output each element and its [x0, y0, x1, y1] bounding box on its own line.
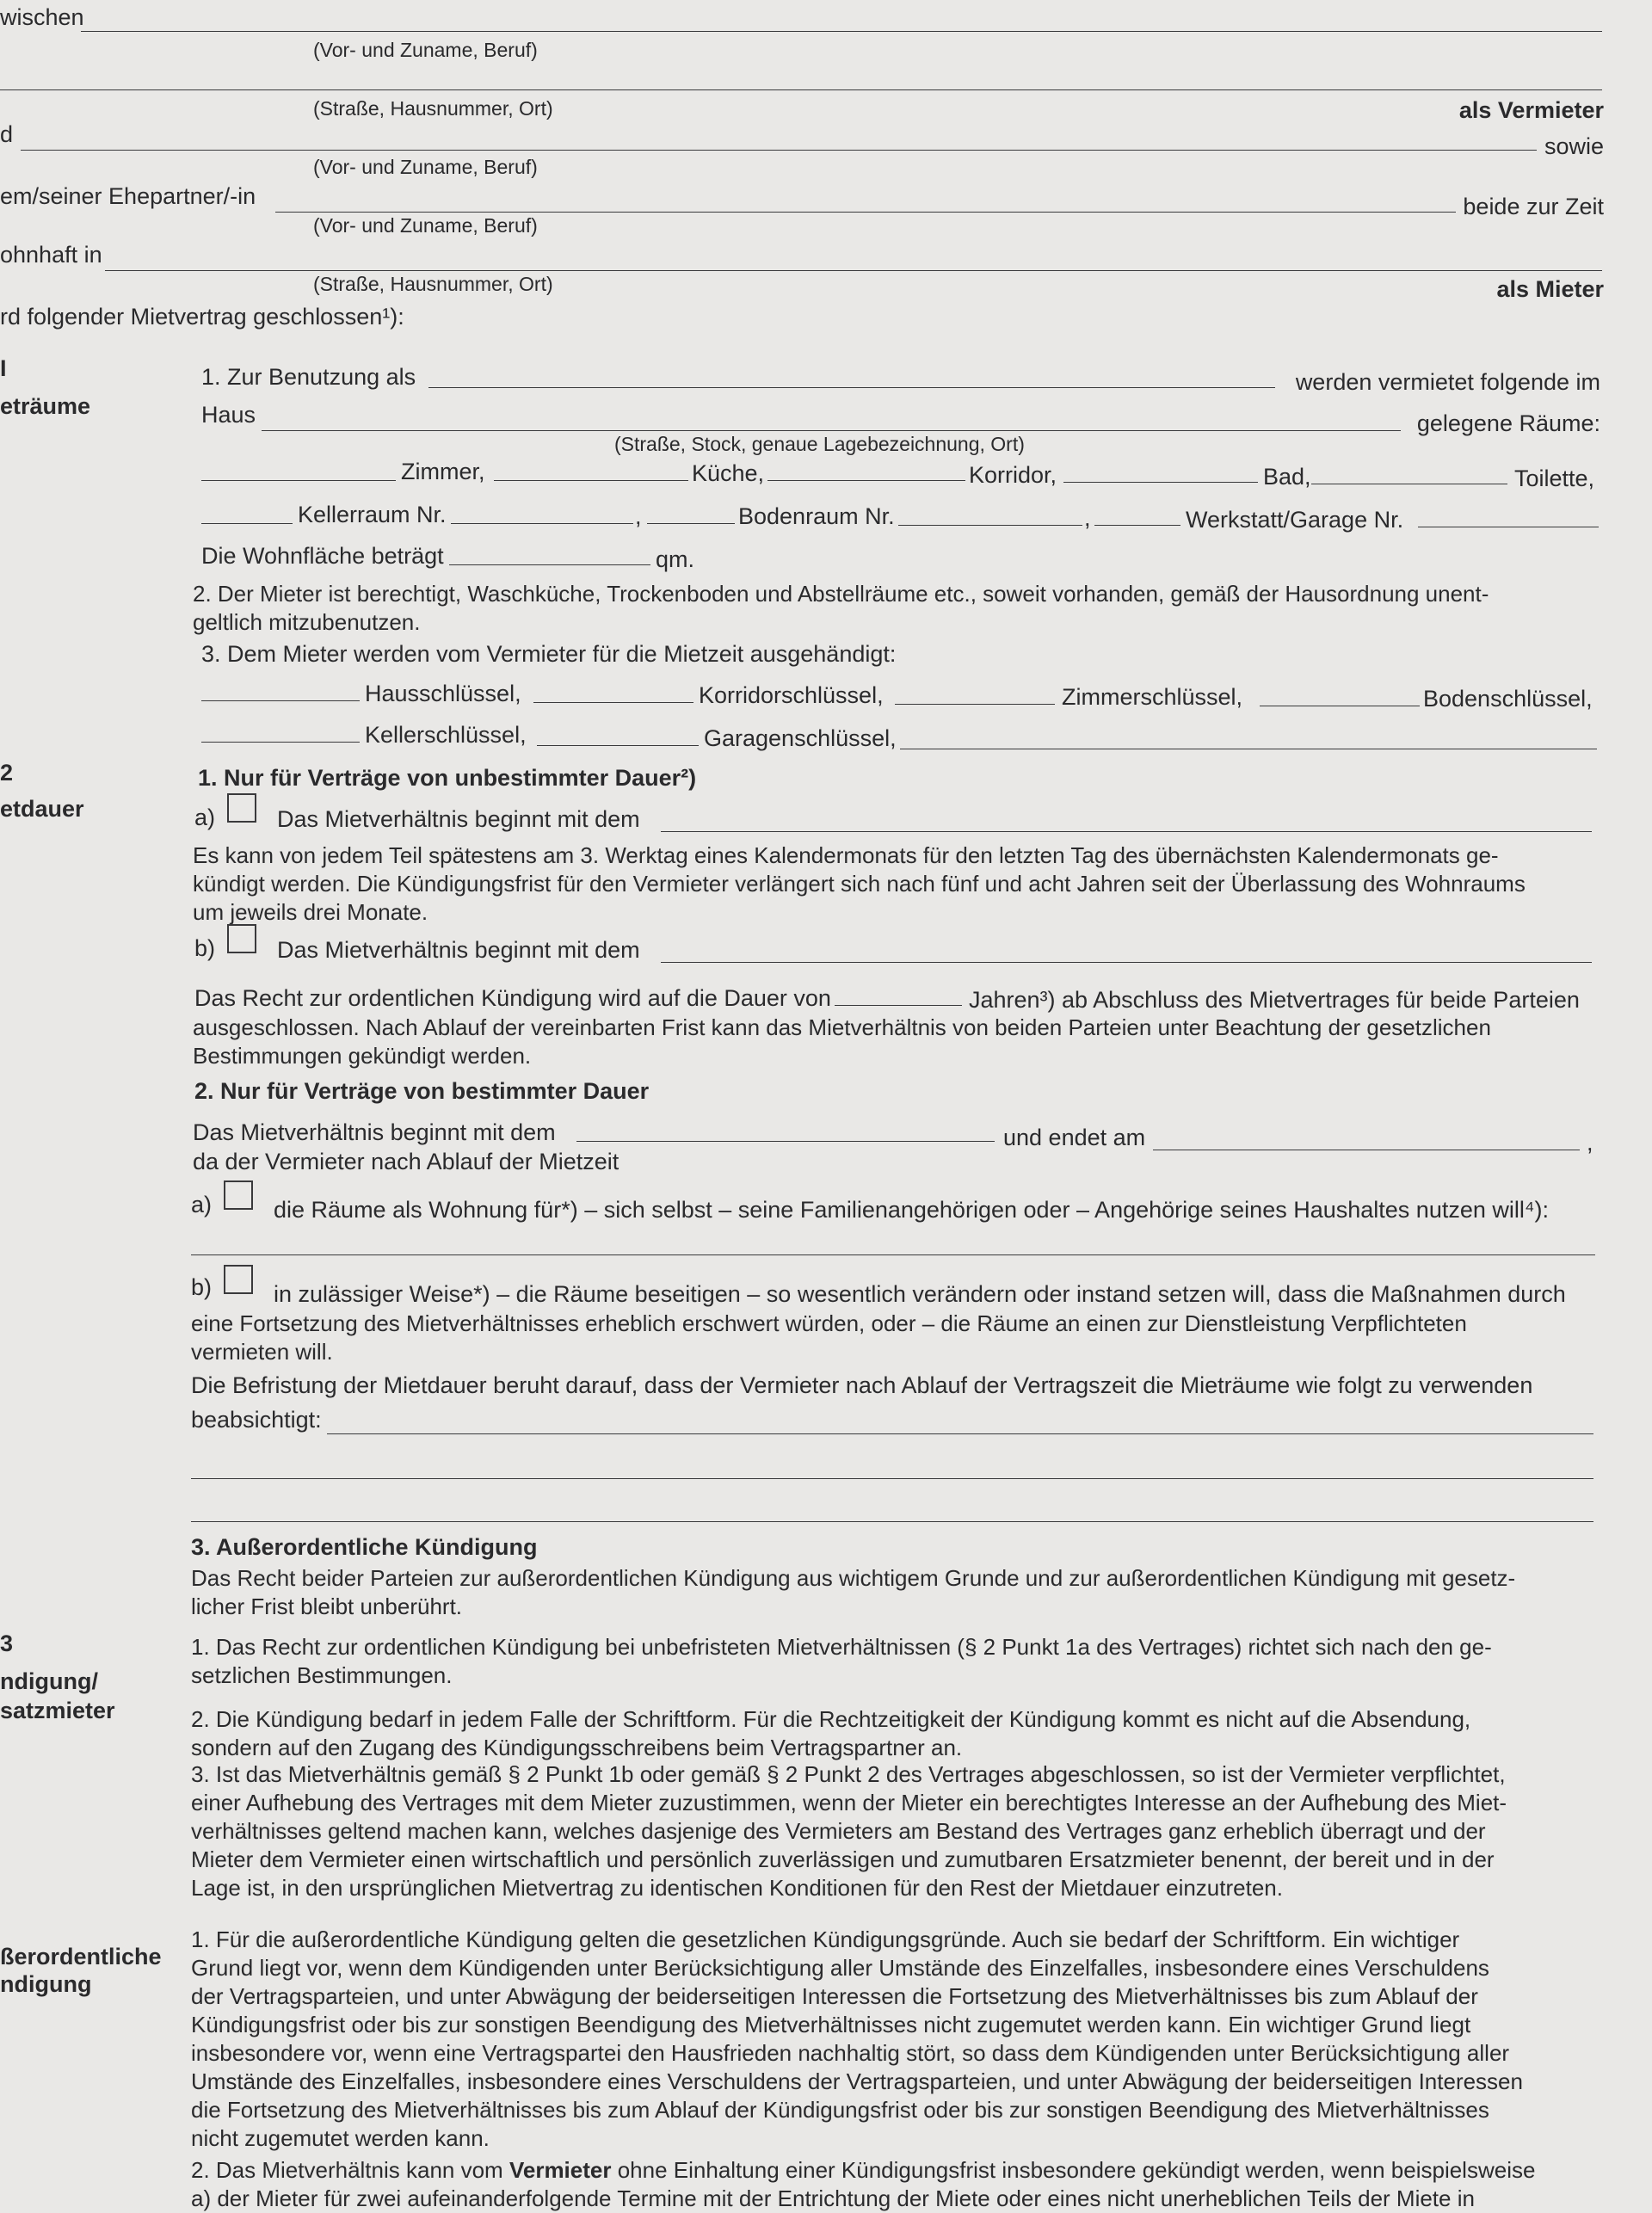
befristung-option-b-label: b)	[191, 1274, 213, 1300]
vertrag-geschlossen: rd folgender Mietvertrag geschlossen¹):	[0, 304, 404, 330]
section-1-title: eträume	[0, 393, 91, 419]
verwendung-line-1[interactable]	[327, 1433, 1593, 1434]
vermietet-label: werden vermietet folgende im	[1295, 369, 1600, 395]
option-a-checkbox[interactable]	[227, 793, 256, 823]
beginn-date-line[interactable]	[576, 1141, 995, 1142]
section-3-title-line2: satzmieter	[0, 1698, 115, 1723]
da-vermieter-label: da der Vermieter nach Ablauf der Mietzeit	[193, 1149, 620, 1174]
section-1-number: I	[0, 355, 7, 381]
mieter-name-line[interactable]	[21, 150, 1537, 151]
section-4-title-line2: ndigung	[0, 1971, 92, 1997]
option-b-label: b)	[194, 935, 216, 961]
befristung-option-b-paragraph: eine Fortsetzung des Mietverhältnisses erheblich erschwert würden, oder – die Räume an einen zur Dienstleistung Verpflichteten vermieten will.	[191, 1310, 1467, 1365]
kellerraum-nr-line[interactable]	[451, 523, 633, 524]
kuendigung-paragraph-1: 1. Das Recht zur ordentlichen Kündigung bei unbefristeten Mietverhältnissen (§ 2 Punkt 1a des Vertrages) richtet sich nach den ge- setzlichen Bestimmungen.	[191, 1634, 1492, 1688]
kellerschluessel-label: Kellerschlüssel,	[365, 722, 527, 748]
qm-label: qm.	[656, 546, 695, 572]
korridor-label: Korridor,	[969, 462, 1057, 488]
garagenschluessel-label: Garagenschlüssel,	[704, 725, 897, 751]
zimmer-label: Zimmer,	[401, 459, 485, 484]
kellerraum-label: Kellerraum Nr.	[298, 502, 447, 527]
option-b-date-line[interactable]	[661, 962, 1592, 963]
zimmer-line[interactable]	[201, 480, 396, 481]
address-hint: (Straße, Hausnummer, Ort)	[313, 97, 553, 120]
option-b-text: Das Mietverhältnis beginnt mit dem	[277, 937, 640, 963]
als-mieter-label: als Mieter	[1496, 276, 1604, 302]
option-a-date-line[interactable]	[661, 831, 1592, 832]
ersatzmieter-paragraph: 3. Ist das Mietverhältnis gemäß § 2 Punkt 1b oder gemäß § 2 Punkt 2 des Vertrages abgeschlossen, so ist der Vermieter verpflichtet, einer Aufhebung des Vertrages mit dem Mieter zuzustimmen, wenn der Mieter ein berechtigtes Interesse an der Aufhebung des Miet- verhältnisses geltend machen kann, welches dasjenige des Vermieters am Bestand des Vertrages ganz erheblich überragt und der Mieter dem Vermieter einen wirtschaftlich und persönlich zuverlässigen und zumutbaren Ersatzmieter benennt, der bereit und in der Lage ist, in den ursprünglichen Mietvertrag zu identischen Konditionen für den Rest der Mietdauer einzutreten.	[191, 1761, 1507, 1901]
recht-text-b: Jahren³) ab Abschluss des Mietvertrages für beide Parteien	[969, 987, 1580, 1013]
beginnt-label: Das Mietverhältnis beginnt mit dem	[193, 1119, 556, 1145]
und-label: d	[0, 121, 14, 147]
korridor-line[interactable]	[767, 480, 965, 481]
vermieter-name-line[interactable]	[81, 31, 1602, 32]
sowie-label: sowie	[1544, 133, 1604, 159]
lage-hint: (Straße, Stock, genaue Lagebezeichnung, Ort)	[614, 433, 1025, 455]
zimmerschluessel-line[interactable]	[895, 704, 1055, 705]
korridorschluessel-label: Korridorschlüssel,	[699, 682, 884, 708]
wohnflaeche-line[interactable]	[449, 564, 650, 565]
wohnflaeche-label: Die Wohnfläche beträgt	[201, 543, 444, 569]
section-3-number: 3	[0, 1630, 14, 1656]
name-hint: (Vor- und Zuname, Beruf)	[313, 39, 538, 61]
befristung-option-a-label: a)	[191, 1192, 213, 1217]
beide-zur-zeit-label: beide zur Zeit	[1463, 194, 1604, 219]
option-a-label: a)	[194, 804, 216, 830]
beabsichtigt-label: beabsichtigt:	[191, 1407, 322, 1433]
vermieter-kuendigung-paragraph: 2. Das Mietverhältnis kann vom Vermieter ohne Einhaltung einer Kündigungsfrist insbesondere gekündigt werden, wenn beispielsweise a) der Mieter für zwei aufeinanderfolgende Termine mit der Entrichtung der Miete oder eines nicht unerheblichen Teils der Miete in	[191, 2157, 1536, 2211]
hausschluessel-line[interactable]	[201, 700, 360, 701]
verwendung-line-2[interactable]	[191, 1478, 1593, 1479]
befristung-option-b-checkbox[interactable]	[224, 1265, 253, 1294]
befristung-option-a-line[interactable]	[191, 1254, 1595, 1255]
zwischen-label: wischen	[0, 4, 84, 30]
ausserordentliche-kuendigung-paragraph: 1. Für die außerordentliche Kündigung gelten die gesetzlichen Kündigungsgründe. Auch sie bedarf der Schriftform. Ein wichtiger Grund liegt vor, wenn dem Kündigenden unter Berücksichtigung aller Umstände des Einzelfalles, insbesondere eines Verschuldens der Vertragsparteien, und unter Abwägung der beiderseitigen Interessen die Fortsetzung des Mietverhältnisses bis zum Ablauf der Kündigungsfrist oder bis zur sonstigen Beendigung des Mietverhältnisses nicht zugemutet werden kann. Ein wichtiger Grund liegt insbesondere vor, wenn eine Vertragspartei den Hausfrieden nachhaltig stört, so dass dem Kündigenden unter Berücksichtigung aller Umstände des Einzelfalles, insbesondere eines Verschuldens der Vertragsparteien, und unter Abwägung der beiderseitigen Interessen die Fortsetzung des Mietverhältnisses bis zum Ablauf der Kündigungsfrist oder bis zur sonstigen Beendigung des Mietverhältnisses nicht zugemutet werden kann.	[191, 1926, 1523, 2151]
kueche-line[interactable]	[494, 480, 688, 481]
ausserordentliche-paragraph: Das Recht beider Parteien zur außerordentlichen Kündigung aus wichtigem Grunde und zur außerordentlichen Kündigung mit gesetz- licher Frist bleibt unberührt.	[191, 1565, 1516, 1619]
option-a-paragraph: Es kann von jedem Teil spätestens am 3. Werktag eines Kalendermonats für den letzten Tag des übernächsten Kalendermonats ge- kündigt werden. Die Kündigungsfrist für den Vermieter verlängert sich nach fünf und acht Jahren seit der Überlassung des Wohnraums um jeweils drei Monate.	[193, 842, 1526, 925]
kueche-label: Küche,	[692, 460, 765, 486]
kellerschluessel-line[interactable]	[201, 742, 360, 743]
kuendigung-paragraph-2: 2. Die Kündigung bedarf in jedem Falle der Schriftform. Für die Rechtzeitigkeit der Kündigung kommt es nicht auf die Absendung, sondern auf den Zugang des Kündigungsschreibens beim Vertragspartner an.	[191, 1706, 1471, 1760]
address-hint: (Straße, Hausnummer, Ort)	[313, 273, 553, 295]
verwendung-line-3[interactable]	[191, 1521, 1593, 1522]
werkstatt-label: Werkstatt/Garage Nr.	[1186, 507, 1404, 533]
garagenschluessel-line[interactable]	[537, 745, 699, 746]
befristung-option-a-checkbox[interactable]	[224, 1180, 253, 1210]
befristung-option-b-line1: in zulässiger Weise*) – die Räume beseitigen – so wesentlich verändern oder instand setzen will, dass die Maßnahmen durch	[274, 1281, 1566, 1307]
name-hint: (Vor- und Zuname, Beruf)	[313, 214, 538, 237]
bodenraum-count-line[interactable]	[647, 523, 735, 524]
gelegene-label: gelegene Räume:	[1416, 410, 1600, 436]
als-vermieter-label: als Vermieter	[1458, 97, 1604, 123]
benutzung-label: 1. Zur Benutzung als	[201, 364, 416, 390]
schluessel-intro: 3. Dem Mieter werden vom Vermieter für die Mietzeit ausgehändigt:	[201, 641, 897, 667]
recht-paragraph: ausgeschlossen. Nach Ablauf der vereinbarten Frist kann das Mietverhältnis von beiden Parteien unter Beachtung der gesetzlichen Bestimmungen gekündigt werden.	[193, 1014, 1491, 1069]
option-b-checkbox[interactable]	[227, 924, 256, 953]
bad-label: Bad,	[1263, 464, 1311, 490]
unbestimmte-dauer-heading: 1. Nur für Verträge von unbestimmter Dauer²)	[198, 765, 697, 791]
bestimmte-dauer-heading: 2. Nur für Verträge von bestimmter Dauer	[194, 1078, 650, 1104]
korridorschluessel-line[interactable]	[533, 702, 693, 703]
hausschluessel-label: Hausschlüssel,	[365, 681, 521, 706]
vermieter-address-line[interactable]	[0, 89, 1602, 90]
recht-text-a: Das Recht zur ordentlichen Kündigung wird auf die Dauer von	[194, 985, 831, 1011]
option-a-text: Das Mietverhältnis beginnt mit dem	[277, 806, 640, 832]
jahre-line[interactable]	[835, 1005, 962, 1006]
bodenraum-label: Bodenraum Nr.	[738, 503, 895, 529]
section-2-number: 2	[0, 760, 14, 786]
comma: ,	[635, 503, 642, 529]
befristung-option-a-text: die Räume als Wohnung für*) – sich selbst – seine Familienangehörigen oder – Angehörige seines Haushaltes nutzen will⁴):	[274, 1197, 1549, 1223]
section-3-title-line1: ndigung/	[0, 1668, 98, 1694]
werkstatt-count-line[interactable]	[1094, 525, 1180, 526]
mitbenutzung-paragraph: 2. Der Mieter ist berechtigt, Waschküche, Trockenboden und Abstellräume etc., soweit vorhanden, gemäß der Hausordnung unent- geltlich mitzubenutzen.	[193, 581, 1489, 635]
bad-line[interactable]	[1063, 482, 1258, 483]
befristung-text: Die Befristung der Mietdauer beruht darauf, dass der Vermieter nach Ablauf der Vertragszeit die Mieträume wie folgt zu verwenden	[191, 1372, 1533, 1398]
zimmerschluessel-label: Zimmerschlüssel,	[1062, 684, 1243, 710]
toilette-label: Toilette,	[1514, 465, 1595, 491]
comma: ,	[1587, 1130, 1593, 1156]
kellerraum-count-line[interactable]	[201, 523, 293, 524]
haus-label: Haus	[201, 402, 256, 428]
ehepartner-label: em/seiner Ehepartner/-in	[0, 183, 256, 209]
ausserordentliche-heading: 3. Außerordentliche Kündigung	[191, 1534, 538, 1560]
bodenschluessel-label: Bodenschlüssel,	[1423, 686, 1593, 712]
endet-label: und endet am	[1003, 1125, 1146, 1150]
section-2-title: etdauer	[0, 796, 84, 822]
comma: ,	[1084, 505, 1091, 531]
section-4-title-line1: ßerordentliche	[0, 1944, 162, 1970]
name-hint: (Vor- und Zuname, Beruf)	[313, 156, 538, 178]
wohnhaft-label: ohnhaft in	[0, 242, 102, 268]
benutzung-line[interactable]	[428, 387, 1275, 388]
bodenraum-nr-line[interactable]	[898, 525, 1082, 526]
